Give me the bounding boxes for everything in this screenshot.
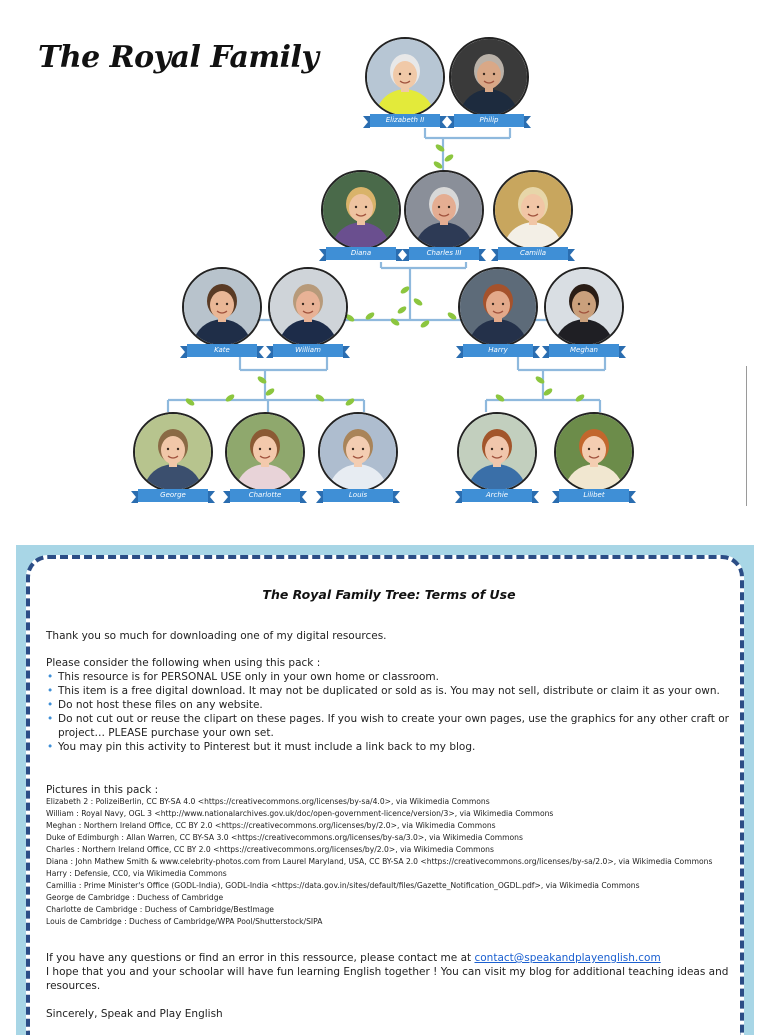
pictures-heading: Pictures in this pack : <box>46 784 159 796</box>
credit-line: William : Royal Navy, OGL 3 <http://www.nationalarchives.gov.uk/doc/open-government-licence/version/3>, via Wikimedia Commons <box>46 809 554 818</box>
leaf-icon <box>314 393 325 403</box>
name-ribbon-lilibet: Lilibet <box>559 489 629 502</box>
rule-item: • Do not cut out or reuse the clipart on these pages. If you wish to create your own pages, use the graphics for any other craft or project… PLEASE purchase your own set. <box>46 712 736 740</box>
credit-line: George de Cambridge : Duchess of Cambridge <box>46 893 224 902</box>
person-icon <box>367 39 443 115</box>
person-icon <box>227 414 303 490</box>
portrait-archie <box>457 412 537 492</box>
person-icon <box>460 269 536 345</box>
leaf-icon <box>344 397 355 407</box>
rule-item: • You may pin this activity to Pinterest but it must include a link back to my blog. <box>46 740 736 754</box>
name-ribbon-elizabeth: Elizabeth II <box>370 114 440 127</box>
person-icon <box>406 172 482 248</box>
person-icon <box>135 414 211 490</box>
contact-text: If you have any questions or find an error in this ressource, please contact me at <box>46 952 475 964</box>
rule-item: • This resource is for PERSONAL USE only in your own home or classroom. <box>46 670 736 684</box>
portrait-diana <box>321 170 401 250</box>
leaf-icon <box>396 305 407 315</box>
credit-line: Duke of Edimburgh : Allan Warren, CC BY-SA 3.0 <https://creativecommons.org/licenses/by-sa/3.0>, via Wikimedia Commons <box>46 833 523 842</box>
terms-dashed-frame <box>26 555 744 1035</box>
portrait-kate <box>182 267 262 347</box>
name-ribbon-kate: Kate <box>187 344 257 357</box>
portrait-charlotte <box>225 412 305 492</box>
person-icon <box>546 269 622 345</box>
name-ribbon-charlotte: Charlotte <box>230 489 300 502</box>
portrait-harry <box>458 267 538 347</box>
rule-item: • This item is a free digital download. It may not be duplicated or sold as is. You may not sell, distribute or claim it as your own. <box>46 684 736 698</box>
portrait-charles <box>404 170 484 250</box>
page-divider <box>746 366 747 506</box>
credit-line: Louis de Cambridge : Duchess of Cambridge/WPA Pool/Shutterstock/SIPA <box>46 917 323 926</box>
portrait-william <box>268 267 348 347</box>
rule-item: • Do not host these files on any website. <box>46 698 736 712</box>
person-icon <box>495 172 571 248</box>
person-icon <box>323 172 399 248</box>
leaf-icon <box>389 317 400 327</box>
thanks-text: Thank you so much for downloading one of my digital resources. <box>46 630 387 642</box>
terms-of-use-panel <box>16 545 754 1035</box>
portrait-lilibet <box>554 412 634 492</box>
leaf-icon <box>224 393 235 403</box>
person-icon <box>451 39 527 115</box>
person-icon <box>320 414 396 490</box>
credit-line: Charlotte de Cambridge : Duchess of Cambridge/BestImage <box>46 905 274 914</box>
name-ribbon-louis: Louis <box>323 489 393 502</box>
credit-line: Charles : Northern Ireland Office, CC BY 2.0 <https://creativecommons.org/licenses/by/2.0>, via Wikimedia Commons <box>46 845 494 854</box>
credit-line: Elizabeth 2 : PolizeiBerlin, CC BY-SA 4.0 <https://creativecommons.org/licenses/by-sa/4.0>, via Wikimedia Commons <box>46 797 490 806</box>
person-icon <box>459 414 535 490</box>
name-ribbon-philip: Philip <box>454 114 524 127</box>
portrait-louis <box>318 412 398 492</box>
portrait-elizabeth <box>365 37 445 117</box>
portrait-george <box>133 412 213 492</box>
leaf-icon <box>184 397 195 407</box>
name-ribbon-harry: Harry <box>463 344 533 357</box>
closing-text: I hope that you and your schoolar will have fun learning English together ! You can visit my blog for additional teaching ideas and resources. <box>46 966 729 992</box>
name-ribbon-camilla: Camilla <box>498 247 568 260</box>
portrait-philip <box>449 37 529 117</box>
terms-title: The Royal Family Tree: Terms of Use <box>262 587 516 602</box>
leaf-icon <box>574 393 585 403</box>
portrait-camilla <box>493 170 573 250</box>
name-ribbon-meghan: Meghan <box>549 344 619 357</box>
signature: Sincerely, Speak and Play English <box>46 1008 223 1020</box>
usage-rules <box>46 670 736 754</box>
credit-line: Harry : Defensie, CC0, via Wikimedia Commons <box>46 869 227 878</box>
person-icon <box>270 269 346 345</box>
leaf-icon <box>494 393 505 403</box>
credit-line: Camillia : Prime Minister's Office (GODL-India), GODL-India <https://data.gov.in/sites/default/files/Gazette_Notification_OGDL.pdf>, via Wikimedia Commons <box>46 881 640 890</box>
contact-email-link[interactable]: contact@speakandplayenglish.com <box>474 952 661 964</box>
contact-paragraph <box>46 951 736 965</box>
leaf-icon <box>443 153 454 163</box>
credit-line: Meghan : Northern Ireland Office, CC BY 2.0 <https://creativecommons.org/licenses/by/2.0>, via Wikimedia Commons <box>46 821 496 830</box>
name-ribbon-diana: Diana <box>326 247 396 260</box>
picture-credits <box>46 796 736 928</box>
name-ribbon-george: George <box>138 489 208 502</box>
portrait-meghan <box>544 267 624 347</box>
leaf-icon <box>412 297 423 307</box>
name-ribbon-william: William <box>273 344 343 357</box>
page-title: The Royal Family <box>38 40 319 75</box>
person-icon <box>184 269 260 345</box>
name-ribbon-charles: Charles III <box>409 247 479 260</box>
credit-line: Diana : John Mathew Smith & www.celebrity-photos.com from Laurel Maryland, USA, CC BY-SA 2.0 <https://creativecommons.org/licenses/by-sa/2.0>, via Wikimedia Commons <box>46 857 713 866</box>
intro-text: Please consider the following when using this pack : <box>46 657 321 669</box>
person-icon <box>556 414 632 490</box>
name-ribbon-archie: Archie <box>462 489 532 502</box>
